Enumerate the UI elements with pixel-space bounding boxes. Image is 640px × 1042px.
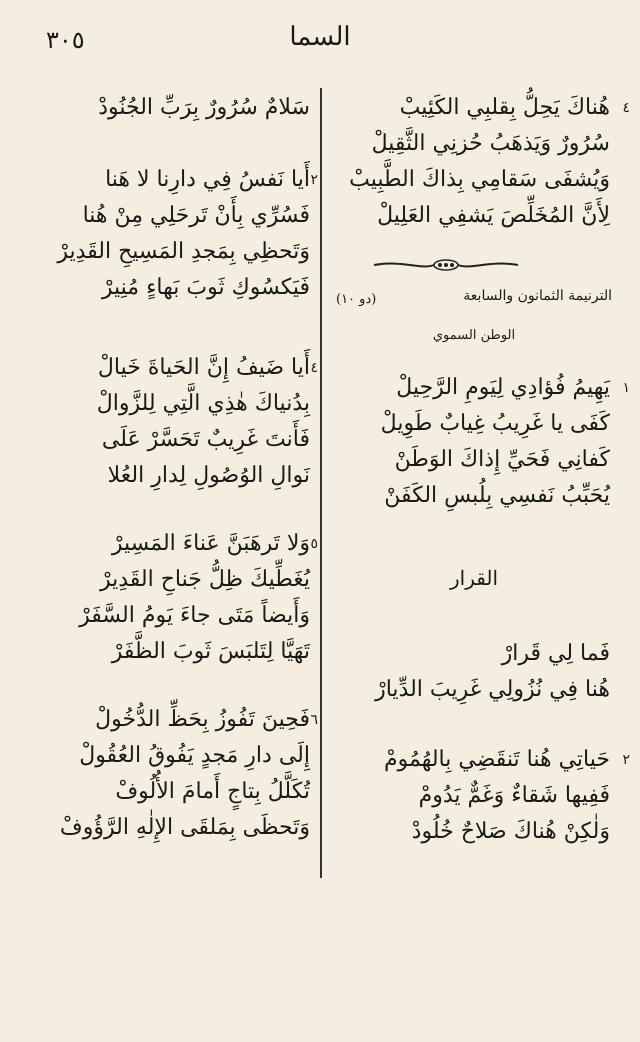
verse-line: أَيا ضَيفُ إِنَّ الحَياةَ خَيالْ: [97, 355, 310, 380]
verse-number: ٢: [622, 752, 630, 768]
verse-5: [20, 526, 318, 670]
verse-2-right: [338, 742, 630, 850]
verse-line: فَفِيها شَقاءٌ وَغَمٌّ يَدُومْ: [418, 783, 610, 808]
verse-line: لِأَنَّ المُخَلِّصَ يَشفِي العَلِيلْ: [377, 203, 610, 228]
verse-line: وَلا تَرهَبَنَّ عَناءَ المَسِيرْ: [111, 531, 310, 556]
refrain-line: فَما لِي قَرارْ: [501, 641, 610, 666]
verse-line: وَلٰكِنْ هُناكَ صَلاحٌ خُلُودْ: [411, 819, 610, 844]
running-title: السما: [289, 22, 351, 52]
verse-line: وَتَحظِي بِمَجدِ المَسِيحِ القَدِيرْ: [57, 239, 310, 264]
verse-line: كَفانِي فَحَيِّ إِذاكَ الوَطَنْ: [394, 447, 610, 472]
hymn-subtitle: الوطن السموي: [432, 328, 516, 343]
verse-2-left: [20, 162, 318, 306]
verse-number: ١: [622, 380, 630, 396]
verse-line: فَأَنتَ غَرِيبٌ تَحَسَّرْ عَلَى: [101, 427, 310, 452]
page-number: ٣٠٥: [46, 26, 85, 54]
verse-line: يُحَبِّبُ نَفسِي بِلُبسِ الكَفَنْ: [384, 483, 610, 508]
verse-1: [338, 370, 630, 514]
verse-number: ٢: [310, 172, 318, 188]
refrain-label: القرار: [449, 566, 499, 590]
verse-line: حَياتِي هُنا تَنقَضِي بِالهُمُومْ: [383, 747, 610, 772]
column-divider: [320, 88, 322, 878]
verse-number: ٥: [310, 536, 318, 552]
verse-line: يُغَطِّيكَ ظِلُّ جَناحِ القَدِيرْ: [99, 567, 310, 592]
verse-4-right: [338, 90, 630, 234]
verse-line: تَهَيَّا لِتَلبَسَ ثَوبَ الظَّفَرْ: [111, 639, 310, 664]
verse-line: هُناكَ يَحِلُّ بِقلبِي الكَئِيبْ: [399, 95, 610, 120]
verse-number: ٦: [310, 712, 318, 728]
verse-line: تُكَلَّلُ بِتاجٍ أَمامَ الأُلُوفْ: [115, 779, 310, 804]
verse-6: [20, 702, 318, 846]
continued-line: [20, 90, 310, 126]
refrain: [338, 636, 610, 708]
verse-line: سُرُورٌ وَيَذهَبُ حُزنِي الثَّقِيلْ: [371, 131, 610, 156]
verse-line: كَفَى يا غَرِيبُ غِيابٌ طَوِيلْ: [380, 411, 610, 436]
verse-line: يَهِيمُ فُؤادِي لِيَومِ الرَّحِيلْ: [396, 375, 610, 400]
refrain-line: هُنا فِي نُزُولِي غَرِيبَ الدِّيارْ: [375, 677, 610, 702]
verse-line: وَأَيضاً مَتَى جاءَ يَومُ السَّفَرْ: [79, 603, 310, 628]
verse-line: وَتَحظَى بِمَلقَى الإِلٰهِ الرَّؤُوفْ: [59, 815, 310, 840]
verse-line: فَسُرِّي بِأَنْ تَرحَلِي مِنْ هُنا: [82, 203, 310, 228]
verse-number: ٤: [622, 100, 630, 116]
hymn-meter: (دو ١٠): [336, 292, 377, 307]
verse-line: سَلامٌ سُرُورٌ بِرَبِّ الجُنُودْ: [98, 95, 310, 120]
verse-4-left: [20, 350, 318, 494]
hymn-title: الترنيمة الثمانون والسابعة: [463, 288, 612, 304]
ornament-divider: [372, 256, 520, 274]
verse-line: فَحِينَ تَفُوزُ بِحَظِّ الدُّخُولْ: [95, 707, 310, 732]
verse-line: بِدُنياكَ هٰذِي الَّتِي لِلزَّوالْ: [96, 391, 310, 416]
verse-line: إِلَى دارِ مَجدٍ يَفُوقُ العُقُولْ: [79, 743, 310, 768]
verse-number: ٤: [310, 360, 318, 376]
verse-line: نَوالِ الوُصُولِ لِدارِ العُلا: [107, 463, 310, 488]
verse-line: وَيُشفَى سَقامِي بِذاكَ الطَّبِيبْ: [349, 167, 610, 192]
verse-line: فَيَكسُوكِ ثَوبَ بَهاءٍ مُنِيرْ: [101, 275, 310, 300]
verse-line: أَيا نَفسُ فِي دارِنا لا هَنا: [105, 167, 310, 192]
